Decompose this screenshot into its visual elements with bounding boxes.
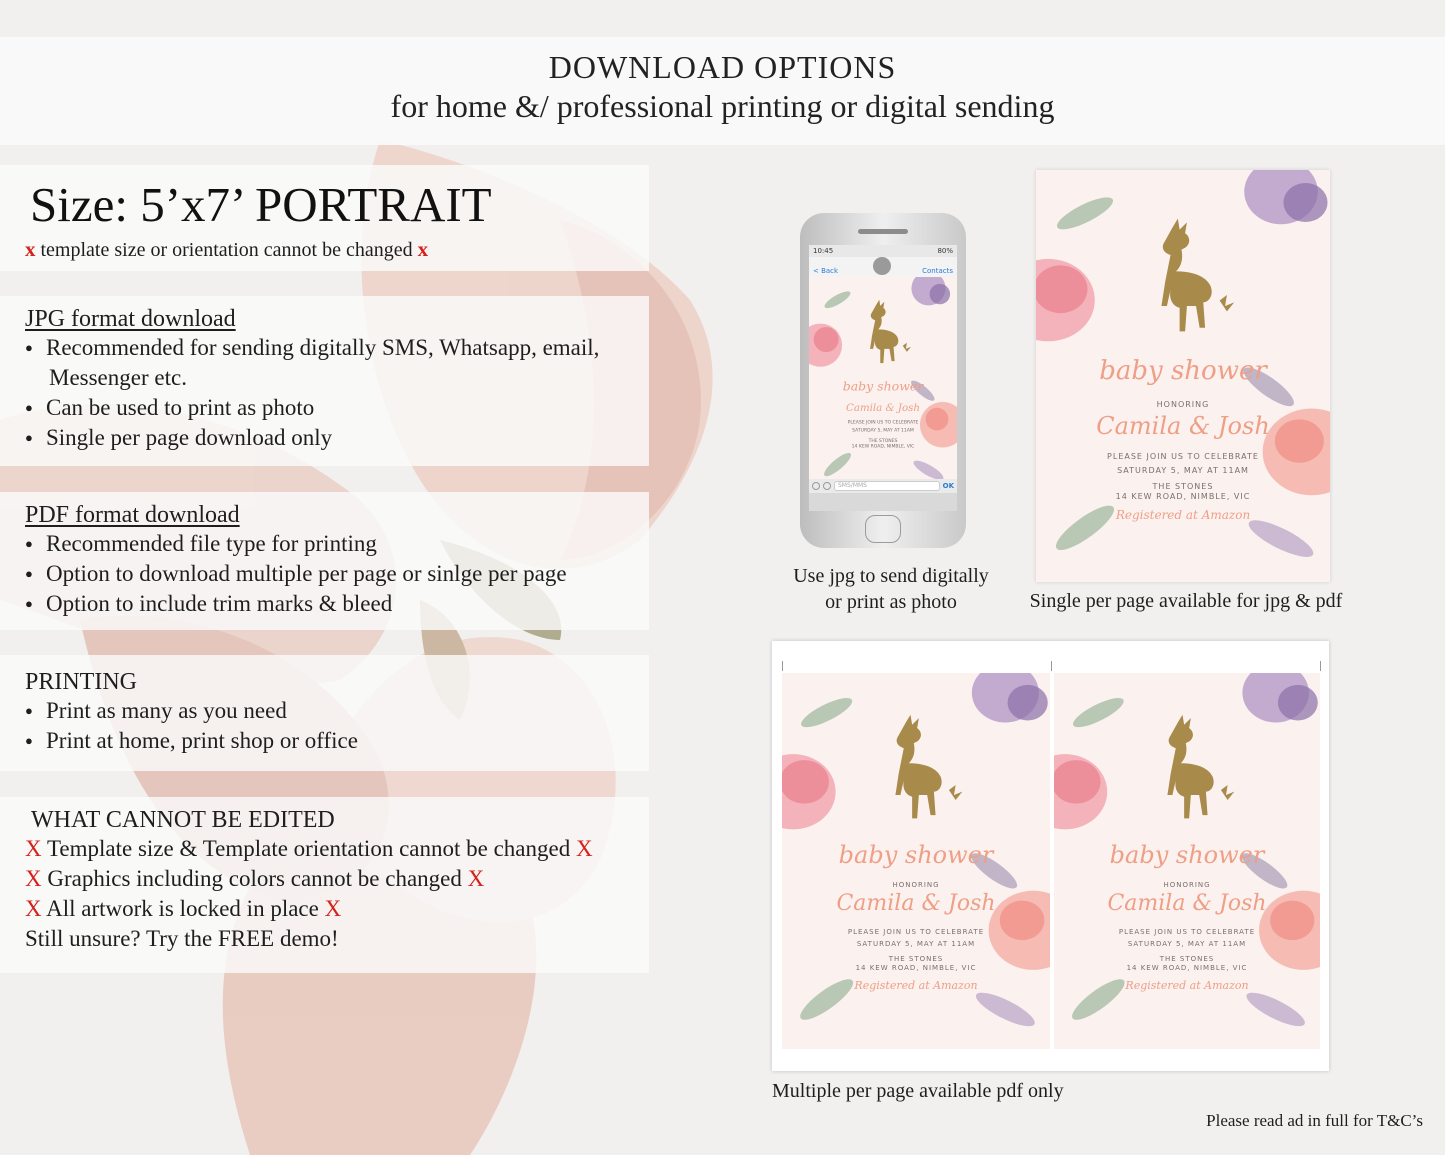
contacts-link[interactable]: Contacts (922, 267, 953, 275)
list-item: ● Recommended file type for printing (25, 529, 649, 559)
list-item-continuation: Messenger etc. (49, 365, 187, 390)
phone-mockup (800, 213, 966, 548)
size-note (25, 237, 649, 262)
red-x-icon: X (575, 836, 593, 861)
gold-fawn-illustration (872, 713, 964, 821)
size-note-text: template size or orientation cannot be changed (40, 239, 413, 261)
page-subtitle: for home &/ professional printing or digital sending (390, 88, 1055, 124)
svg-text:SATURDAY 5, MAY AT 11AM: SATURDAY 5, MAY AT 11AM (852, 428, 914, 434)
invite-registry: Registered at Amazon (1125, 979, 1249, 992)
red-x-icon: x (417, 237, 429, 261)
invite-names: Camila & Josh (1107, 891, 1267, 916)
invitation-card-right (1054, 673, 1320, 1049)
cannot-edit-line: X Template size & Template orientation cannot be changed X (25, 836, 593, 861)
single-caption: Single per page available for jpg & pdf (1029, 590, 1343, 612)
list-item: ● Print as many as you need (25, 696, 649, 726)
invite-address: 14 KEW ROAD, NIMBLE, VIC (1126, 964, 1248, 972)
jpg-heading: JPG format download (25, 306, 236, 332)
invite-title: baby shower (1099, 356, 1267, 386)
avatar-icon (873, 257, 891, 275)
jpg-format-panel (0, 296, 649, 466)
invitation-card-left (782, 673, 1050, 1049)
phone-speaker (858, 229, 908, 234)
phone-invite-artwork (809, 277, 957, 493)
trim-mark (782, 661, 783, 671)
list-item: ● Recommended for sending digitally SMS, Whatsapp, email, Messenger etc. (25, 333, 649, 393)
pdf-heading: PDF format download (25, 502, 240, 528)
invite-venue: THE STONES (1159, 955, 1215, 963)
cannot-edit-heading: WHAT CANNOT BE EDITED (31, 807, 335, 833)
svg-text:THE STONES: THE STONES (868, 438, 898, 444)
svg-text:14 KEW ROAD, NIMBLE, VIC: 14 KEW ROAD, NIMBLE, VIC (851, 444, 915, 450)
pdf-format-panel (0, 492, 649, 630)
gold-fawn-illustration (1136, 218, 1236, 333)
list-item: ● Can be used to print as photo (25, 393, 649, 423)
invite-address: 14 KEW ROAD, NIMBLE, VIC (855, 964, 977, 972)
invite-date: SATURDAY 5, MAY AT 11AM (856, 940, 976, 948)
invite-venue: THE STONES (1152, 482, 1214, 491)
invite-join: PLEASE JOIN US TO CELEBRATE (1118, 928, 1256, 936)
single-invitation-card (1036, 170, 1330, 582)
red-x-icon: X (25, 836, 42, 861)
pdf-list (25, 529, 649, 619)
phone-status-bar (809, 245, 957, 257)
red-x-icon: X (25, 866, 42, 891)
invite-honoring: HONORING (892, 881, 940, 889)
cannot-edit-line: X Graphics including colors cannot be changed X (25, 866, 485, 891)
invite-title: baby shower (838, 841, 994, 869)
gold-fawn-illustration (1144, 713, 1236, 821)
status-time: 10:45 (813, 247, 834, 255)
cannot-edit-line: X All artwork is locked in place X (25, 896, 342, 921)
camera-icon[interactable] (812, 482, 820, 490)
sms-input[interactable]: SMS/MMS (834, 481, 940, 491)
svg-text:PLEASE JOIN US TO CELEBRATE: PLEASE JOIN US TO CELEBRATE (847, 420, 919, 426)
invite-address: 14 KEW ROAD, NIMBLE, VIC (1115, 492, 1251, 501)
svg-text:Camila & Josh: Camila & Josh (846, 403, 920, 415)
invite-venue: THE STONES (888, 955, 944, 963)
trim-mark (1051, 661, 1052, 671)
header-banner (0, 37, 1445, 145)
invite-date: SATURDAY 5, MAY AT 11AM (1127, 940, 1247, 948)
list-item: ● Option to include trim marks & bleed (25, 589, 649, 619)
invite-date: SATURDAY 5, MAY AT 11AM (1117, 466, 1249, 475)
list-item: ● Option to download multiple per page or sinlge per page (25, 559, 649, 589)
red-x-icon: X (324, 896, 342, 921)
phone-caption: Use jpg to send digitally or print as photo (793, 565, 989, 613)
invite-names: Camila & Josh (836, 891, 996, 916)
status-battery: 80% (937, 247, 953, 255)
red-x-icon: x (25, 237, 36, 261)
phone-bottom-nav (809, 493, 957, 511)
back-link[interactable]: < Back (813, 267, 839, 275)
red-x-icon: X (467, 866, 485, 891)
printing-heading: PRINTING (25, 669, 137, 695)
printing-list (25, 696, 649, 756)
phone-screen (809, 245, 957, 511)
terms-footnote: Please read ad in full for T&C’s (1206, 1111, 1423, 1130)
phone-nav-bar (809, 257, 957, 277)
invite-names: Camila & Josh (1096, 412, 1270, 440)
sms-compose-bar (809, 479, 957, 493)
page-title: DOWNLOAD OPTIONS (548, 49, 897, 85)
invite-registry: Registered at Amazon (854, 979, 978, 992)
size-heading: Size: 5’x7’ PORTRAIT (30, 177, 492, 232)
emoji-icon[interactable] (823, 482, 831, 490)
phone-home-button (865, 515, 901, 543)
list-item: ● Print at home, print shop or office (25, 726, 649, 756)
demo-prompt: Still unsure? Try the FREE demo! (25, 926, 339, 951)
size-panel (0, 165, 649, 271)
invite-honoring: HONORING (1156, 400, 1210, 409)
invite-title: baby shower (1109, 841, 1265, 869)
jpg-list (25, 333, 649, 453)
svg-text:baby shower: baby shower (842, 378, 924, 394)
cannot-edit-panel (0, 797, 649, 973)
invite-join: PLEASE JOIN US TO CELEBRATE (1107, 452, 1259, 461)
invite-join: PLEASE JOIN US TO CELEBRATE (847, 928, 985, 936)
invite-registry: Registered at Amazon (1115, 508, 1251, 522)
list-item: ● Single per page download only (25, 423, 649, 453)
multiple-caption: Multiple per page available pdf only (772, 1080, 1064, 1102)
multiple-per-page-sheet (772, 641, 1329, 1071)
red-x-icon: X (25, 896, 42, 921)
printing-panel (0, 655, 649, 771)
invite-honoring: HONORING (1163, 881, 1211, 889)
send-ok-button[interactable]: OK (942, 482, 954, 490)
trim-mark (1320, 661, 1321, 671)
